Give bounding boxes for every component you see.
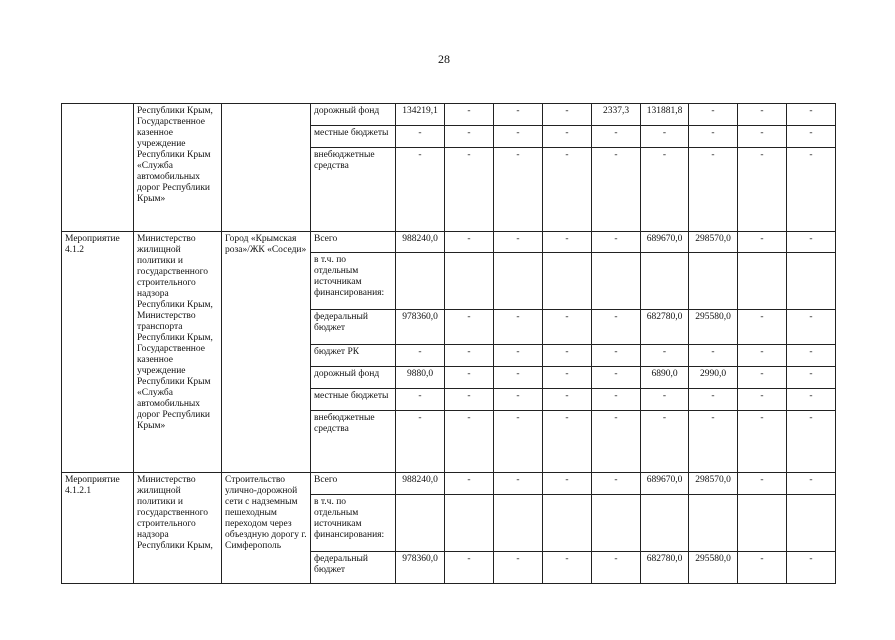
source-cell: местные бюджеты xyxy=(311,126,396,148)
value-cell: - xyxy=(738,552,787,584)
value-cell: 978360,0 xyxy=(396,310,445,345)
value-cell: - xyxy=(738,473,787,495)
value-cell: - xyxy=(738,310,787,345)
value-cell xyxy=(689,253,738,310)
value-cell: - xyxy=(543,367,592,389)
source-cell: в т.ч. по отдельным источникам финансирования: xyxy=(311,495,396,552)
value-cell: - xyxy=(396,148,445,232)
value-cell: - xyxy=(641,411,689,473)
value-cell: - xyxy=(494,411,543,473)
source-cell: в т.ч. по отдельным источникам финансирования: xyxy=(311,253,396,310)
value-cell: - xyxy=(689,148,738,232)
value-cell: - xyxy=(396,411,445,473)
value-cell: - xyxy=(494,232,543,253)
value-cell: 689670,0 xyxy=(641,473,689,495)
value-cell: - xyxy=(543,345,592,367)
value-cell: - xyxy=(592,473,641,495)
value-cell: 298570,0 xyxy=(689,473,738,495)
source-cell: Всего xyxy=(311,473,396,495)
value-cell xyxy=(445,253,494,310)
value-cell xyxy=(494,253,543,310)
value-cell: - xyxy=(738,232,787,253)
value-cell: - xyxy=(787,473,836,495)
value-cell xyxy=(592,253,641,310)
value-cell: - xyxy=(592,126,641,148)
org-cell: Республики Крым, Государственное казенное учреждение Республики Крым «Служба автомобильных дорог Республики Крым» xyxy=(134,104,222,232)
value-cell: - xyxy=(689,345,738,367)
value-cell: 134219,1 xyxy=(396,104,445,126)
value-cell: - xyxy=(543,104,592,126)
value-cell: - xyxy=(396,389,445,411)
value-cell xyxy=(543,253,592,310)
value-cell: - xyxy=(641,148,689,232)
value-cell: 689670,0 xyxy=(641,232,689,253)
value-cell: - xyxy=(738,389,787,411)
value-cell: - xyxy=(445,104,494,126)
value-cell: - xyxy=(641,126,689,148)
value-cell: - xyxy=(592,148,641,232)
value-cell: - xyxy=(445,367,494,389)
value-cell: - xyxy=(787,310,836,345)
source-cell: местные бюджеты xyxy=(311,389,396,411)
value-cell xyxy=(738,253,787,310)
value-cell: - xyxy=(738,126,787,148)
value-cell: - xyxy=(592,367,641,389)
value-cell: 682780,0 xyxy=(641,552,689,584)
value-cell: - xyxy=(445,473,494,495)
value-cell: - xyxy=(592,345,641,367)
value-cell: 988240,0 xyxy=(396,232,445,253)
source-cell: внебюджетные средства xyxy=(311,148,396,232)
value-cell: 298570,0 xyxy=(689,232,738,253)
value-cell: - xyxy=(641,345,689,367)
value-cell: 988240,0 xyxy=(396,473,445,495)
value-cell: - xyxy=(494,310,543,345)
value-cell xyxy=(396,253,445,310)
value-cell: - xyxy=(738,148,787,232)
source-cell: федеральный бюджет xyxy=(311,552,396,584)
value-cell: - xyxy=(738,104,787,126)
value-cell: - xyxy=(689,389,738,411)
measure-cell xyxy=(62,104,134,232)
desc-cell: Город «Крымская роза»/ЖК «Соседи» xyxy=(222,232,311,473)
value-cell: - xyxy=(787,345,836,367)
source-cell: дорожный фонд xyxy=(311,104,396,126)
org-cell: Министерство жилищной политики и государственного строительного надзора Республики Крым, Министерство транспорта Республики Крым, Государственное казенное учреждение Республики Крым «Служба автомобильных дорог Республики Крым» xyxy=(134,232,222,473)
source-cell: дорожный фонд xyxy=(311,367,396,389)
value-cell: - xyxy=(689,411,738,473)
value-cell: - xyxy=(543,126,592,148)
value-cell: - xyxy=(494,345,543,367)
value-cell: 9880,0 xyxy=(396,367,445,389)
value-cell xyxy=(592,495,641,552)
value-cell xyxy=(641,253,689,310)
table-body xyxy=(62,104,836,584)
value-cell: - xyxy=(543,389,592,411)
value-cell: - xyxy=(445,310,494,345)
source-cell: федеральный бюджет xyxy=(311,310,396,345)
value-cell: - xyxy=(445,148,494,232)
value-cell: - xyxy=(543,411,592,473)
value-cell: - xyxy=(494,148,543,232)
value-cell: - xyxy=(396,126,445,148)
page-number: 28 xyxy=(438,52,450,66)
value-cell: - xyxy=(494,389,543,411)
value-cell: - xyxy=(738,345,787,367)
value-cell xyxy=(738,495,787,552)
value-cell: - xyxy=(543,232,592,253)
desc-cell xyxy=(222,104,311,232)
value-cell: - xyxy=(787,411,836,473)
value-cell: - xyxy=(738,411,787,473)
value-cell: - xyxy=(445,126,494,148)
value-cell: - xyxy=(445,552,494,584)
value-cell: - xyxy=(592,389,641,411)
measure-cell: Мероприятие 4.1.2.1 xyxy=(62,473,134,584)
value-cell xyxy=(494,495,543,552)
value-cell: - xyxy=(494,552,543,584)
value-cell: - xyxy=(445,411,494,473)
value-cell: - xyxy=(592,552,641,584)
source-cell: Всего xyxy=(311,232,396,253)
value-cell: - xyxy=(494,126,543,148)
value-cell xyxy=(445,495,494,552)
value-cell: - xyxy=(787,126,836,148)
value-cell: 295580,0 xyxy=(689,310,738,345)
value-cell: 2990,0 xyxy=(689,367,738,389)
value-cell: - xyxy=(543,552,592,584)
value-cell xyxy=(787,253,836,310)
value-cell: - xyxy=(396,345,445,367)
value-cell xyxy=(396,495,445,552)
value-cell: - xyxy=(787,232,836,253)
value-cell: 6890,0 xyxy=(641,367,689,389)
source-cell: внебюджетные средства xyxy=(311,411,396,473)
value-cell: - xyxy=(543,473,592,495)
value-cell: - xyxy=(787,367,836,389)
value-cell: - xyxy=(445,345,494,367)
value-cell: - xyxy=(689,126,738,148)
table-row xyxy=(62,104,836,126)
source-cell: бюджет РК xyxy=(311,345,396,367)
value-cell: 295580,0 xyxy=(689,552,738,584)
value-cell: 131881,8 xyxy=(641,104,689,126)
value-cell: - xyxy=(787,104,836,126)
value-cell: - xyxy=(445,232,494,253)
value-cell: - xyxy=(592,310,641,345)
budget-table xyxy=(61,103,836,584)
value-cell: - xyxy=(787,148,836,232)
value-cell: - xyxy=(787,552,836,584)
value-cell: 2337,3 xyxy=(592,104,641,126)
desc-cell: Строительство улично-дорожной сети с надземным пешеходным переходом через объездную дорогу г. Симферополь xyxy=(222,473,311,584)
value-cell: - xyxy=(592,232,641,253)
value-cell: - xyxy=(543,310,592,345)
value-cell: - xyxy=(592,411,641,473)
value-cell xyxy=(543,495,592,552)
value-cell: - xyxy=(689,104,738,126)
value-cell: 978360,0 xyxy=(396,552,445,584)
value-cell xyxy=(641,495,689,552)
value-cell: - xyxy=(445,389,494,411)
value-cell: - xyxy=(494,104,543,126)
value-cell: - xyxy=(787,389,836,411)
value-cell: - xyxy=(543,148,592,232)
value-cell: 682780,0 xyxy=(641,310,689,345)
org-cell: Министерство жилищной политики и государственного строительного надзора Республики Крым, xyxy=(134,473,222,584)
table-row xyxy=(62,473,836,495)
table-row xyxy=(62,232,836,253)
value-cell xyxy=(689,495,738,552)
value-cell: - xyxy=(494,367,543,389)
value-cell: - xyxy=(494,473,543,495)
value-cell: - xyxy=(738,367,787,389)
value-cell: - xyxy=(641,389,689,411)
value-cell xyxy=(787,495,836,552)
measure-cell: Мероприятие 4.1.2 xyxy=(62,232,134,473)
